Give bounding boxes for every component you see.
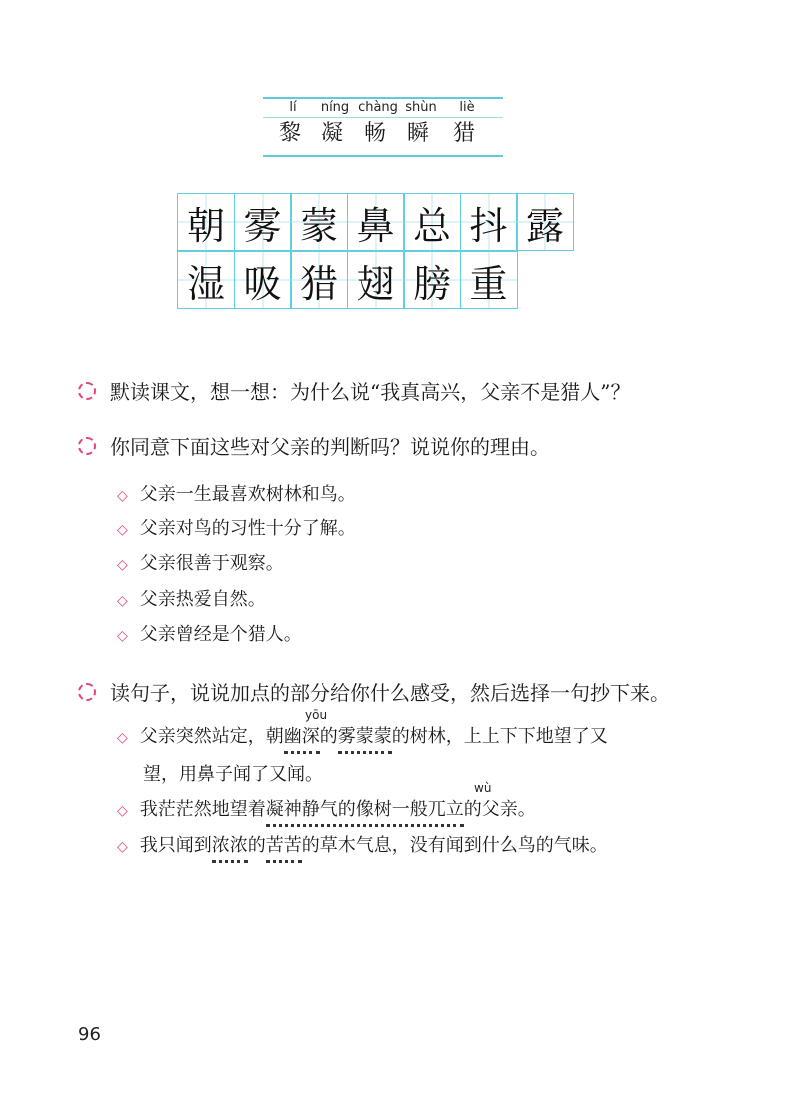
question-2 [78,431,550,460]
sentence-text: 的树林，上上下下地望了又 [391,726,608,747]
grid-cell [403,193,461,251]
diamond-bullet-icon: ◇ [117,628,128,644]
sentence-item [117,795,536,827]
grid-char: 雾 [243,203,282,248]
dashed-circle-icon [78,437,96,455]
diamond-bullet-icon: ◇ [117,488,128,504]
grid-row-2 [177,251,573,309]
item-text: 父亲热爱自然。 [139,589,266,610]
reading-vocabulary-box [263,97,503,157]
sentence-text: 望，用鼻子闻了又闻。 [143,764,323,785]
word-hanzi: 畅 [363,121,392,146]
grid-char: 露 [525,203,564,248]
grid-row-1 [177,193,573,251]
page-number: 96 [78,1024,101,1045]
sentence-text: 我只闻到 [139,835,212,856]
sentence-text: 的父亲。 [463,799,536,820]
item-text: 父亲曾经是个猎人。 [139,624,302,645]
grid-char: 重 [469,261,508,306]
dashed-circle-icon [78,683,96,701]
list-item [117,480,356,506]
grid-cell [177,251,235,309]
grid-char: 湿 [186,261,225,306]
diamond-bullet-icon: ◇ [117,730,128,746]
sentence-text: 的 [247,835,266,856]
grid-cell [460,251,518,309]
word-pinyin: lí [289,100,297,115]
question-text: 读句子，说说加点的部分给你什么感受，然后选择一句抄下来。 [110,681,670,705]
item-text: 父亲对鸟的习性十分了解。 [139,518,356,539]
grid-cell [347,193,405,251]
grid-char: 总 [412,203,451,248]
grid-char: 猎 [299,261,338,306]
pinyin-annotation: wù [474,781,492,795]
dotted-phrase: 雾蒙蒙 [338,722,392,754]
list-item [117,620,302,646]
grid-char: 翅 [356,261,395,306]
list-item [117,549,284,575]
question-text: 你同意下面这些对父亲的判断吗？说说你的理由。 [110,435,550,459]
grid-cell [234,193,292,251]
question-1 [78,376,630,405]
item-text: 父亲一生最喜欢树林和鸟。 [139,484,356,505]
diamond-bullet-icon: ◇ [117,557,128,573]
word-hanzi: 黎 [278,121,307,146]
item-text: 父亲很善于观察。 [139,553,284,574]
grid-char: 朝 [186,203,225,248]
grid-cell [516,193,574,251]
word-hanzi: 凝 [320,121,349,146]
grid-cell [460,193,518,251]
sentence-text: 我茫茫然地望着 [139,799,266,820]
grid-char: 膀 [412,261,451,306]
grid-cell [177,193,235,251]
grid-char: 吸 [243,261,282,306]
word-hanzi: 瞬 [406,121,435,146]
diamond-bullet-icon: ◇ [117,839,128,855]
grid-cell [347,251,405,309]
sentence-text: 的草木气息，没有闻到什么鸟的气味。 [301,835,608,856]
diamond-bullet-icon: ◇ [117,803,128,819]
question-3 [78,677,670,706]
word-pinyin: shùn [405,100,437,115]
grid-char: 抖 [469,203,508,248]
list-item [117,514,356,540]
grid-cell [290,251,348,309]
dotted-phrase: 幽深 [284,722,320,754]
pinyin-annotation: yōu [305,708,328,722]
grid-char: 鼻 [356,203,395,248]
word-hanzi: 猎 [452,121,481,146]
diamond-bullet-icon: ◇ [117,522,128,538]
question-text: 默读课文，想一想：为什么说“我真高兴，父亲不是猎人”？ [110,380,631,404]
sentence-item [117,831,608,863]
grid-cell [403,251,461,309]
sentence-item [117,722,608,754]
sentence-continuation [143,760,323,786]
word-pinyin: níng [320,100,350,115]
dashed-circle-icon [78,382,96,400]
writing-grid [177,193,573,309]
reading-word [427,99,507,151]
grid-cell [290,193,348,251]
grid-char: 蒙 [299,203,338,248]
word-pinyin: chàng [358,100,398,115]
sentence-text: 父亲突然站定，朝 [139,726,284,747]
word-pinyin: liè [459,100,475,115]
grid-cell [234,251,292,309]
dotted-phrase: 浓浓 [212,831,248,863]
sentence-text: 的 [319,726,338,747]
diamond-bullet-icon: ◇ [117,593,128,609]
dotted-phrase: 凝神静气的像树一般兀立 [266,795,464,827]
list-item [117,585,266,611]
dotted-phrase: 苦苦 [266,831,302,863]
